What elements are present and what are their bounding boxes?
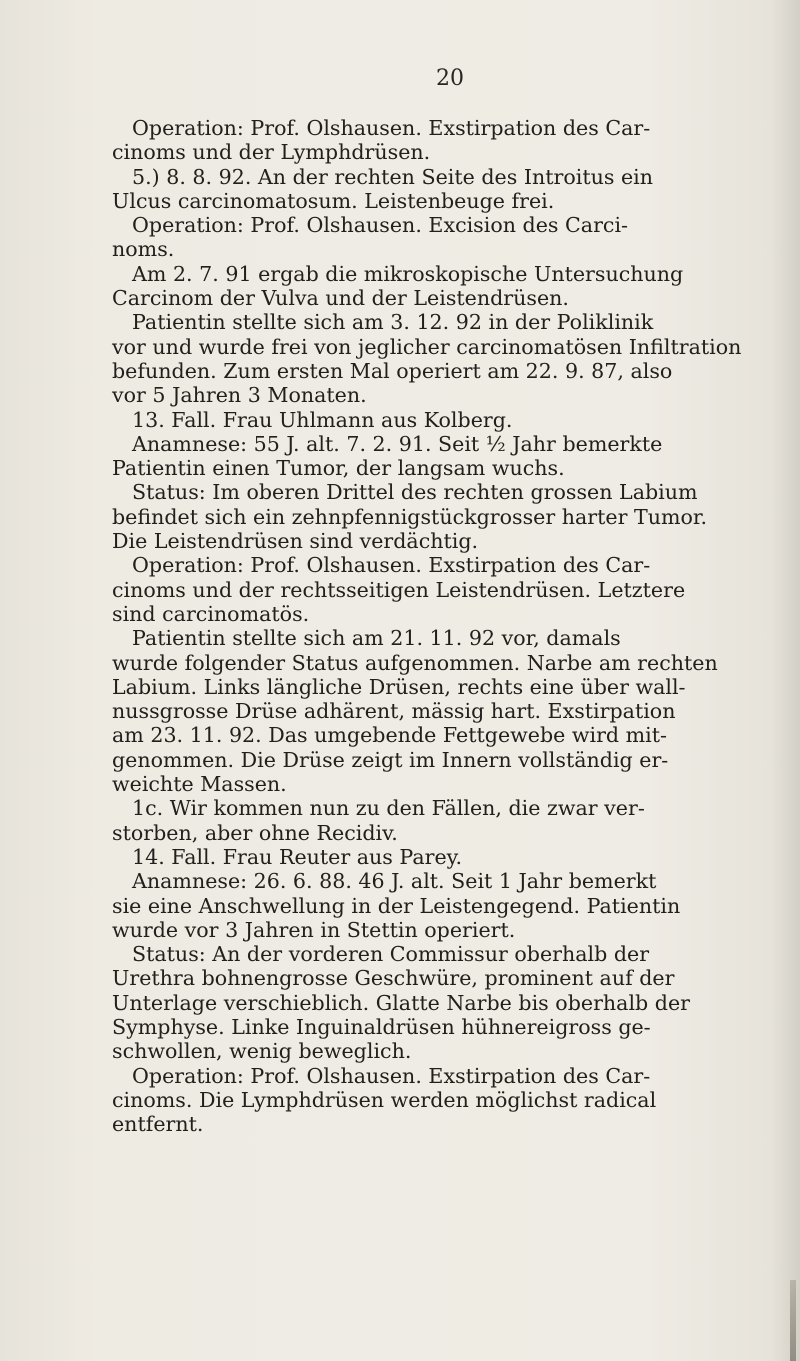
text-line: storben, aber ohne Recidiv. bbox=[112, 820, 398, 845]
text-line: Patientin einen Tumor, der langsam wuchs. bbox=[112, 456, 565, 481]
text-line: noms. bbox=[112, 237, 175, 262]
body-text bbox=[112, 116, 752, 1136]
text-line: sie eine Anschwellung in der Leistengegend. Patientin bbox=[112, 893, 681, 918]
text-line: Anamnese: 55 J. alt. 7. 2. 91. Seit ½ Jahr bemerkte bbox=[132, 431, 663, 456]
text-line: Urethra bohnengrosse Geschwüre, prominent auf der bbox=[112, 966, 675, 991]
text-line: Patientin stellte sich am 21. 11. 92 vor, damals bbox=[132, 626, 621, 651]
text-line: Status: Im oberen Drittel des rechten grossen Labium bbox=[132, 480, 698, 505]
text-line: Patientin stellte sich am 3. 12. 92 in der Poliklinik bbox=[132, 310, 654, 335]
text-line: 1c. Wir kommen nun zu den Fällen, die zwar ver- bbox=[132, 796, 645, 821]
text-line: wurde folgender Status aufgenommen. Narbe am rechten bbox=[112, 650, 718, 675]
text-line: Unterlage verschieblich. Glatte Narbe bis oberhalb der bbox=[112, 990, 690, 1015]
text-line: Operation: Prof. Olshausen. Exstirpation des Car- bbox=[132, 1063, 651, 1088]
text-line: vor und wurde frei von jeglicher carcinomatösen Infiltration bbox=[112, 334, 742, 359]
text-line: am 23. 11. 92. Das umgebende Fettgewebe wird mit- bbox=[112, 723, 667, 748]
text-line: Die Leistendrüsen sind verdächtig. bbox=[112, 529, 479, 554]
page-number: 20 bbox=[436, 66, 464, 91]
text-line: Am 2. 7. 91 ergab die mikroskopische Untersuchung bbox=[132, 261, 684, 286]
text-line: Labium. Links längliche Drüsen, rechts eine über wall- bbox=[112, 674, 686, 699]
page-edge-shadow bbox=[770, 0, 800, 1361]
text-line: Ulcus carcinomatosum. Leistenbeuge frei. bbox=[112, 188, 555, 213]
text-line: Operation: Prof. Olshausen. Exstirpation des Car- bbox=[132, 116, 651, 140]
page-edge-mark bbox=[790, 1280, 796, 1361]
text-line: sind carcinomatös. bbox=[112, 601, 310, 626]
text-line: entfernt. bbox=[112, 1112, 204, 1137]
text-line: Status: An der vorderen Commissur oberhalb der bbox=[132, 942, 650, 967]
text-line: Operation: Prof. Olshausen. Excision des Carci- bbox=[132, 213, 628, 238]
text-line: cinoms. Die Lymphdrüsen werden möglichst radical bbox=[112, 1087, 657, 1112]
text-line: nussgrosse Drüse adhärent, mässig hart. Exstirpation bbox=[112, 699, 676, 724]
text-line: befunden. Zum ersten Mal operiert am 22. 9. 87, also bbox=[112, 358, 673, 383]
text-line: cinoms und der rechtsseitigen Leistendrüsen. Letztere bbox=[112, 577, 686, 602]
text-line: vor 5 Jahren 3 Monaten. bbox=[112, 383, 367, 408]
text-line: Symphyse. Linke Inguinaldrüsen hühnereigross ge- bbox=[112, 1014, 651, 1039]
text-line: 14. Fall. Frau Reuter aus Parey. bbox=[132, 844, 463, 869]
text-line: Anamnese: 26. 6. 88. 46 J. alt. Seit 1 Jahr bemerkt bbox=[132, 869, 657, 894]
text-line: cinoms und der Lymphdrüsen. bbox=[112, 140, 431, 165]
text-line: genommen. Die Drüse zeigt im Innern vollständig er- bbox=[112, 747, 669, 772]
text-line: weichte Massen. bbox=[112, 772, 287, 797]
text-line: 13. Fall. Frau Uhlmann aus Kolberg. bbox=[132, 407, 513, 432]
text-line: befindet sich ein zehnpfennigstückgrosser harter Tumor. bbox=[112, 504, 708, 529]
text-line: Carcinom der Vulva und der Leistendrüsen. bbox=[112, 286, 569, 311]
text-line: wurde vor 3 Jahren in Stettin operiert. bbox=[112, 917, 516, 942]
text-line: schwollen, wenig beweglich. bbox=[112, 1039, 412, 1064]
text-line: 5.) 8. 8. 92. An der rechten Seite des Introitus ein bbox=[132, 164, 654, 189]
text-line: Operation: Prof. Olshausen. Exstirpation des Car- bbox=[132, 553, 651, 578]
